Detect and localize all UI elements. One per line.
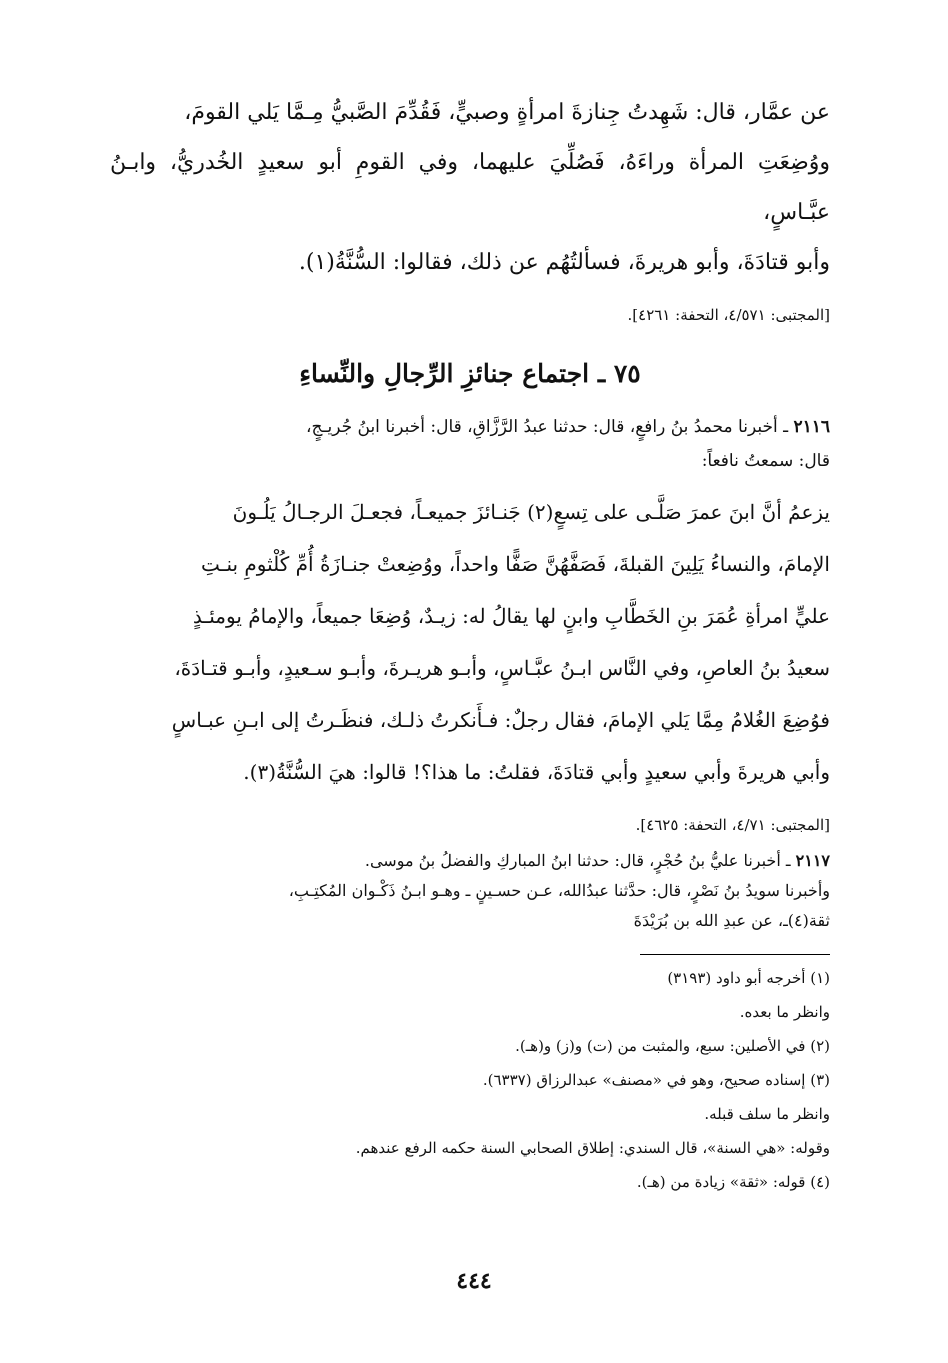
hadith-number: ٢١١٦ [793, 417, 830, 437]
text-line: سعيدُ بنُ العاصِ، وفي النَّاس ابـنُ عبَّـاسٍ، وأبـو هريـرةَ، وأبـو سـعيدٍ، وأبـو قتـادَةَ، [174, 656, 830, 680]
footnote-line: (٢) في الأصلين: سبع، والمثبت من (ت) و(ز) و(هـ). [515, 1037, 830, 1055]
isnad-line: قال: سمعتُ نافعاً: [701, 451, 830, 471]
page-number: ٤٤٤ [456, 1268, 492, 1294]
isnad-line: ثقة(٤)ـ، عن عبدِ الله بن بُرَيْدَةَ [633, 911, 830, 930]
hadith-number: ٢١١٧ [795, 851, 830, 870]
hadith-2117 [110, 846, 830, 936]
footnote-line: (٣) إسناده صحيح، وهو في «مصنف» عبدالرزاق (٦٣٣٧). [482, 1071, 830, 1089]
text-line: فوُضِعَ الغُلامُ مِمَّا يَلي الإمامَ، فقال رجلٌ: فـأَنكرتُ ذلـك، فنظَـرتُ إلى ابـنِ عبـاسٍ [171, 708, 830, 732]
footnotes [110, 961, 830, 1199]
footnote-line: (٤) قوله: «ثقة» زيادة من (هـ). [636, 1173, 830, 1191]
text-line: يزعمُ أنَّ ابنَ عمرَ صَلَّـى على تِسعٍ(٢) جَنـائزَ جميعـاً، فجعـلَ الرجـالُ يَلُـونَ [232, 500, 830, 524]
footnote-line: وقوله: «هي السنة»، قال السندي: إطلاق الصحابي السنة حكمه الرفع عندهم. [355, 1139, 830, 1157]
isnad-line: ـ أخبرنا عليُّ بنُ حُجْرٍ، قال: حدثنا ابنُ المباركِ والفضلُ بنُ موسى. [364, 851, 796, 870]
footnote-line: (١) أخرجه أبو داود (٣١٩٣) [667, 969, 830, 987]
chapter-heading: ٧٥ ـ اجتماع جنائزِ الرِّجالِ والنِّساءِ [299, 359, 641, 388]
hadith-text-block-2 [110, 486, 830, 840]
text-line: عن عمَّار، قال: شَهِدتُ جِنازةَ امرأةٍ وصبيٍّ، فَقُدِّمَ الصَّبيُّ مِـمَّا يَلي القومَ، [184, 100, 830, 125]
text-line: وأبي هريرةَ وأبي سعيدٍ وأبي قتادَةَ، فقلتُ: ما هذا؟! قالوا: هيَ السُّنَّةُ(٣). [243, 760, 830, 784]
hadith-2116 [110, 410, 830, 478]
footnote-line: وانظر ما سلف قبله. [704, 1105, 830, 1123]
isnad-line: وأخبرنا سويدُ بنُ نَصْرٍ، قال: حدَّثنا عبدُالله، عـن حسـينٍ ـ وهـو ابـنُ ذَكْـوان المُكتِـبِ، [288, 881, 830, 900]
footnote-separator [640, 954, 830, 955]
text-line: ووُضِعَتِ المرأة وراءَهُ، فَصُلِّيَ عليهما، وفي القومِ أبو سعيدٍ الخُدريُّ، وابـنُ عبَّـاسٍ، [110, 150, 830, 225]
isnad-line: ـ أخبرنا محمدُ بنُ رافعٍ، قال: حدثنا عبدُ الرَّزَّاقِ، قال: أخبرنا ابنُ جُريـجٍ، [306, 417, 794, 437]
reference-citation: [المجتبى: ٤/٥٧١، التحفة: ٤٢٦١]. [627, 306, 830, 324]
footnote-line: وانظر ما بعده. [739, 1003, 830, 1021]
hadith-text-block-1 [110, 88, 830, 330]
page-body [110, 88, 830, 1318]
text-line: عليٍّ امرأةِ عُمَرَ بنِ الخَطَّابِ وابنٍ لها يقالُ له: زيـدٌ، وُضِعَا جميعاً، والإمامُ يومئـذٍ [192, 604, 830, 628]
text-line: الإمامَ، والنساءُ يَلِينَ القبلةَ، فَصَفَّهُنَّ صَفًّا واحداً، ووُضِعتْ جنـازَةُ أُمِّ كُلْثومِ بنـتِ [200, 552, 830, 576]
text-line: وأبو قتادَةَ، وأبو هريرةَ، فسألتُهُم عن ذلك، فقالوا: السُّنَّةُ(١). [298, 250, 830, 275]
reference-citation: [المجتبى: ٤/٧١، التحفة: ٤٦٢٥]. [635, 816, 830, 834]
